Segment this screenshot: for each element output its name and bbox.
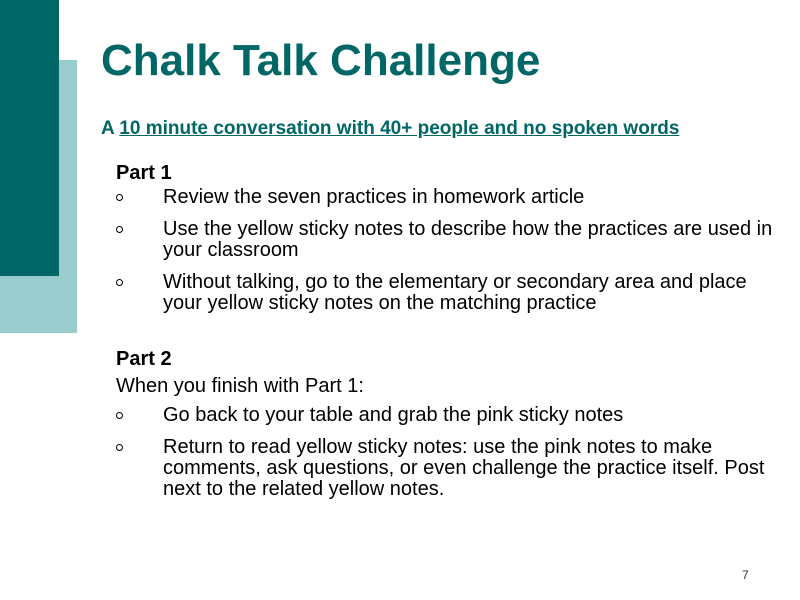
slide-subtitle bbox=[101, 118, 679, 140]
list-item bbox=[116, 187, 776, 219]
list-item-text: Use the yellow sticky notes to describe how the practices are used in your classroom bbox=[163, 218, 773, 261]
hollow-circle-bullet-icon bbox=[116, 194, 123, 201]
list-item-text: Go back to your table and grab the pink sticky notes bbox=[163, 404, 624, 426]
part2-heading: Part 2 bbox=[116, 348, 172, 370]
hollow-circle-bullet-icon bbox=[116, 444, 123, 451]
list-item bbox=[116, 405, 776, 437]
slide-body bbox=[116, 160, 776, 507]
list-item-text: Return to read yellow sticky notes: use the pink notes to make comments, ask questions, or even challenge the practice itself. Post next to the related yellow notes. bbox=[163, 436, 765, 500]
list-item bbox=[116, 437, 776, 507]
slide-title: Chalk Talk Challenge bbox=[101, 36, 541, 85]
part2-intro: When you finish with Part 1: bbox=[116, 375, 364, 397]
subtitle-prefix: A bbox=[101, 118, 120, 139]
hollow-circle-bullet-icon bbox=[116, 412, 123, 419]
hollow-circle-bullet-icon bbox=[116, 226, 123, 233]
page-number: 7 bbox=[742, 568, 749, 582]
hollow-circle-bullet-icon bbox=[116, 279, 123, 286]
part1-heading: Part 1 bbox=[116, 162, 172, 184]
list-item-text: Without talking, go to the elementary or secondary area and place your yellow sticky notes on the matching practice bbox=[163, 271, 747, 314]
decorative-bar-dark bbox=[0, 0, 59, 276]
list-item bbox=[116, 219, 776, 272]
subtitle-underlined: 10 minute conversation with 40+ people and no spoken words bbox=[119, 118, 680, 139]
list-item bbox=[116, 272, 776, 346]
list-item-text: Review the seven practices in homework article bbox=[163, 186, 585, 208]
